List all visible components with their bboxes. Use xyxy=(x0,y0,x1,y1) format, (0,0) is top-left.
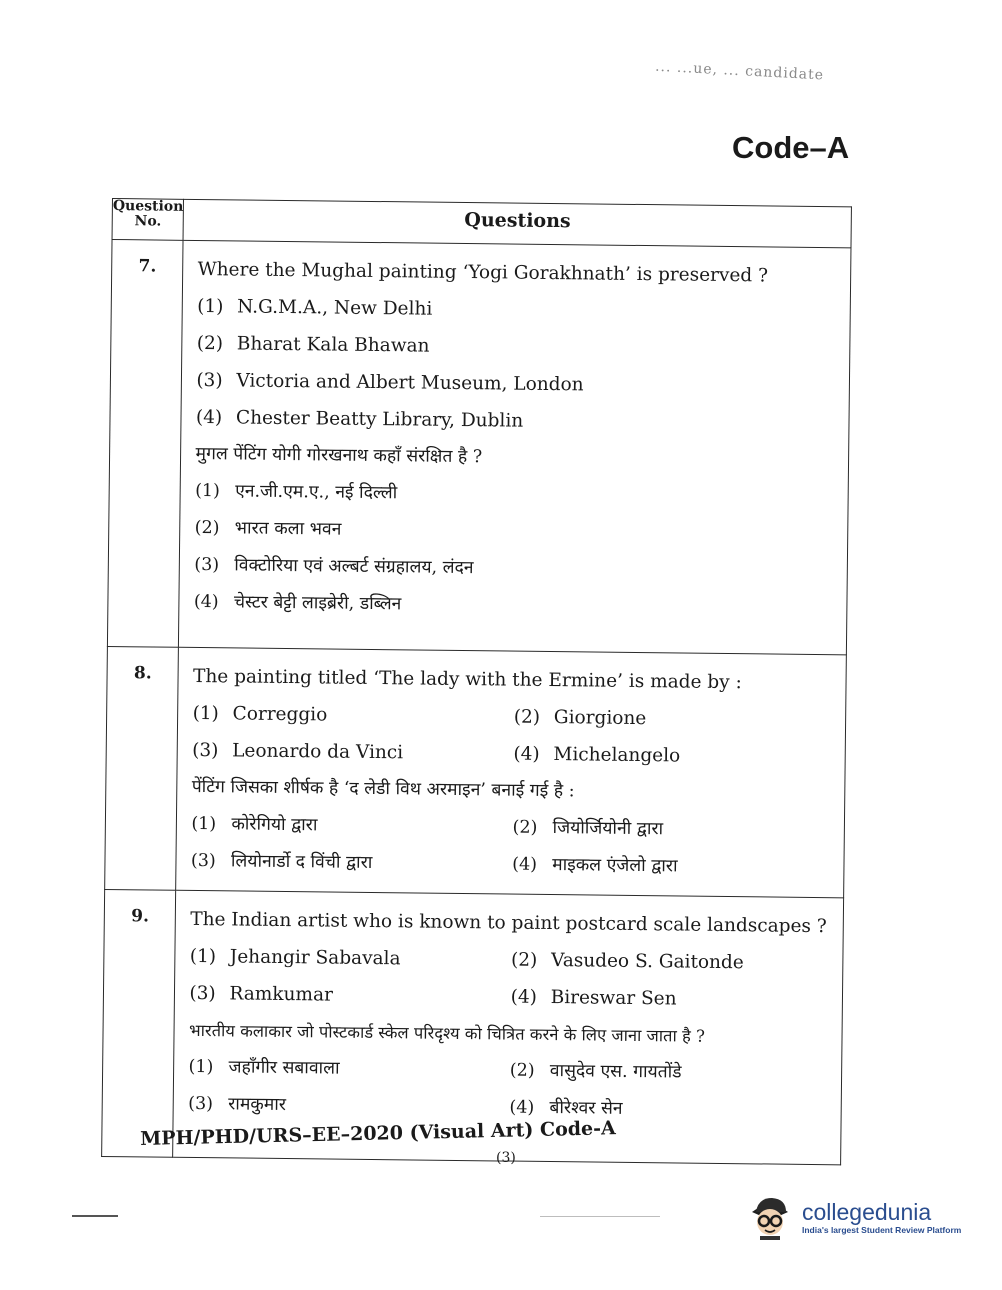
question-number: 9. xyxy=(102,889,176,1157)
option-hi: (3) रामकुमार xyxy=(188,1093,287,1116)
questions-table xyxy=(101,198,852,1165)
option-hi: (3) लियोनार्डो द विंची द्वारा xyxy=(190,850,373,873)
question-sheet xyxy=(101,198,851,1132)
mascot-icon xyxy=(742,1190,798,1246)
brand-text xyxy=(802,1200,961,1236)
collegedunia-watermark xyxy=(742,1188,972,1248)
option-hi: (1) कोरेगियो द्वारा xyxy=(191,813,318,836)
option-en: (2) Giorgione xyxy=(513,706,647,730)
option-en: (3) Leonardo da Vinci xyxy=(192,739,404,764)
option-hi: (2) भारत कला भवन xyxy=(194,517,342,540)
question-no-header: Question No. xyxy=(112,199,184,241)
brand-tagline: India's largest Student Review Platform xyxy=(802,1225,962,1235)
page-number: (3) xyxy=(496,1150,516,1166)
option-en: (2) Bharat Kala Bhawan xyxy=(196,332,430,357)
option-hi: (2) वासुदेव एस. गायतोंडे xyxy=(509,1060,682,1083)
option-hi: (4) चेस्टर बेट्टी लाइब्रेरी, डब्लिन xyxy=(193,591,402,615)
question-text-hi: मुगल पेंटिंग योगी गोरखनाथ कहाँ संरक्षित है ? xyxy=(195,443,483,468)
options-en xyxy=(189,938,832,1019)
question-text-en: The painting titled ‘The lady with the Ermine’ is made by : xyxy=(192,665,742,694)
question-text-hi: पेंटिंग जिसका शीर्षक है ‘द लेडी विथ अरमाइन’ बनाई गई है : xyxy=(191,776,575,802)
options-hi xyxy=(188,1049,831,1130)
options-en xyxy=(192,695,835,776)
footer-paper-code: MPH/PHD/URS–EE–2020 (Visual Art) Code-A xyxy=(140,1117,616,1150)
option-hi: (3) विक्टोरिया एवं अल्बर्ट संग्रहालय, लंदन xyxy=(194,554,474,579)
question-text-en: The Indian artist who is known to paint postcard scale landscapes ? xyxy=(190,908,827,938)
option-hi: (4) बीरेश्वर सेन xyxy=(509,1097,623,1119)
option-en: (4) Michelangelo xyxy=(513,743,681,767)
option-en: (2) Vasudeo S. Gaitonde xyxy=(510,949,744,974)
option-en: (1) Jehangir Sabavala xyxy=(189,945,401,970)
paper-code-label: Code–A xyxy=(732,130,850,165)
option-en: (1) N.G.M.A., New Delhi xyxy=(197,295,433,320)
option-hi: (1) जहाँगीर सबावाला xyxy=(188,1056,340,1079)
question-text-hi: भारतीय कलाकार जो पोस्टकार्ड स्केल परिदृश्य को चित्रित करने के लिए जाना जाता है ? xyxy=(188,1020,705,1046)
question-row xyxy=(105,646,847,897)
question-text-en: Where the Mughal painting ‘Yogi Gorakhnath’ is preserved ? xyxy=(197,258,769,287)
question-content xyxy=(179,240,851,655)
question-number: 7. xyxy=(107,240,183,648)
option-en: (4) Chester Beatty Library, Dublin xyxy=(195,406,524,432)
top-note: ... ...ue, ... candidate xyxy=(654,58,825,84)
questions-header: Questions xyxy=(183,199,851,248)
brand-name: collegedunia xyxy=(802,1199,932,1225)
question-number: 8. xyxy=(105,646,179,890)
option-en: (3) Ramkumar xyxy=(189,982,334,1006)
option-hi: (1) एन.जी.एम.ए., नई दिल्ली xyxy=(195,480,398,504)
options-hi xyxy=(191,806,834,887)
option-en: (4) Bireswar Sen xyxy=(510,986,677,1010)
scan-mark xyxy=(540,1216,660,1217)
option-en: (3) Victoria and Albert Museum, London xyxy=(196,369,584,396)
scan-mark xyxy=(72,1215,118,1217)
option-hi: (4) माइकल एंजेलो द्वारा xyxy=(512,854,678,877)
question-content xyxy=(176,647,846,898)
option-hi: (2) जियोर्जियोनी द्वारा xyxy=(512,817,664,840)
question-row xyxy=(107,240,851,655)
option-en: (1) Correggio xyxy=(192,702,328,726)
